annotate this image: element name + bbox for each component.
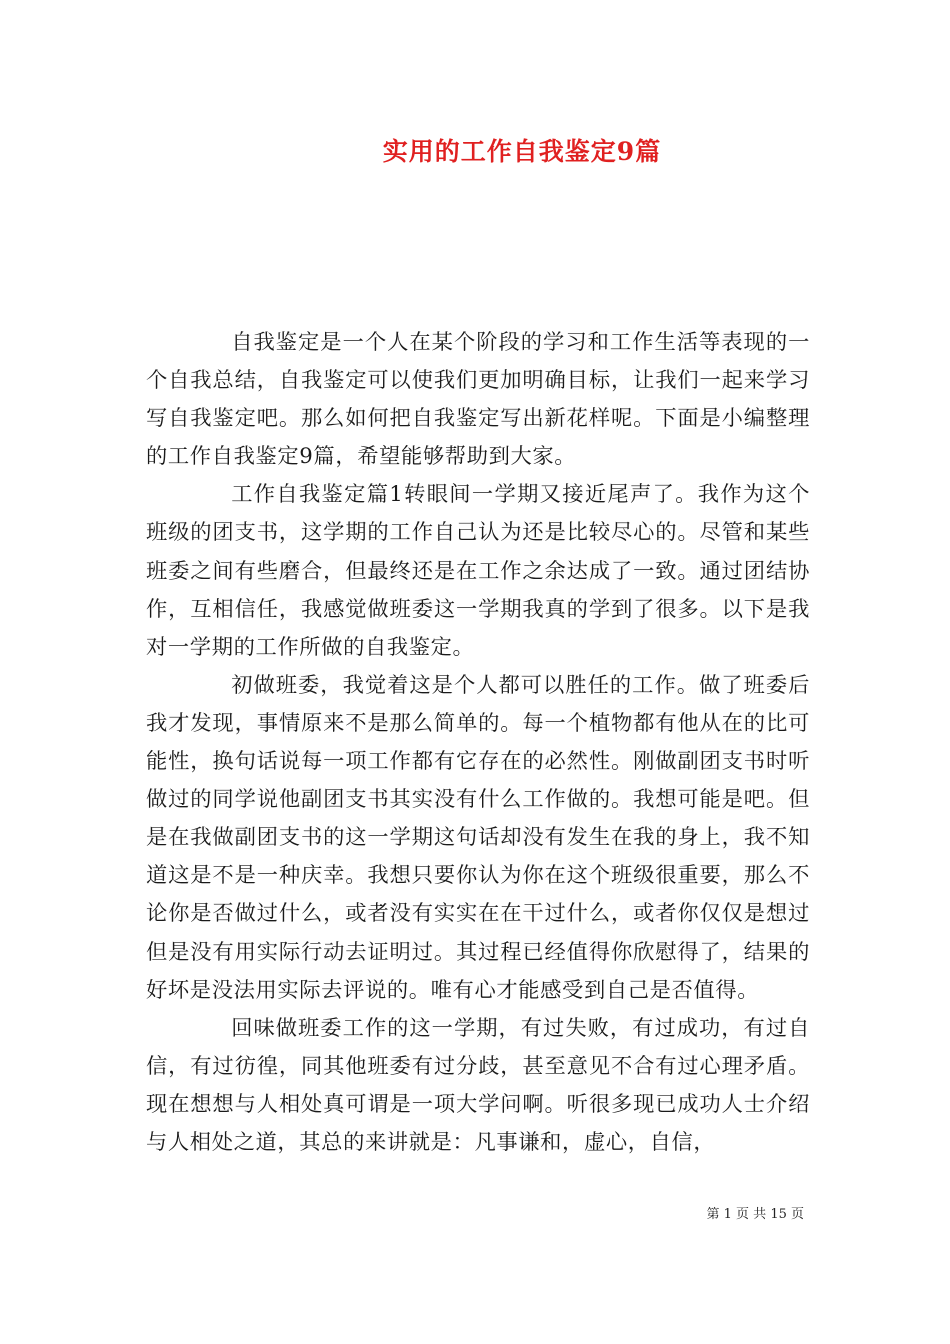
paragraph-3: 回味做班委工作的这一学期，有过失败，有过成功，有过自信，有过彷徨，同其他班委有过分歧，甚至意见不合有过心理矛盾。现在想想与人相处真可谓是一项大学问啊。听很多现已成功人士介绍与人相处之道，其总的来讲就是：凡事谦和，虚心，自信， [146, 1015, 810, 1155]
document-title: 实用的工作自我鉴定9篇 [382, 137, 662, 166]
paragraph-1: 工作自我鉴定篇1转眼间一学期又接近尾声了。我作为这个班级的团支书，这学期的工作自己认为还是比较尽心的。尽管和某些班委之间有些磨合，但最终还是在工作之余达成了一致。通过团结协作，互相信任，我感觉做班委这一学期我真的学到了很多。以下是我对一学期的工作所做的自我鉴定。 [146, 482, 810, 660]
page-number-footer: 第 1 页 共 15 页 [706, 1207, 804, 1222]
paragraph-2: 初做班委，我觉着这是个人都可以胜任的工作。做了班委后我才发现，事情原来不是那么简单的。每一个植物都有他从在的比可能性，换句话说每一项工作都有它存在的必然性。刚做副团支书时听做过的同学说他副团支书其实没有什么工作做的。我想可能是吧。但是在我做副团支书的这一学期这句话却没有发生在我的身上，我不知道这是不是一种庆幸。我想只要你认为你在这个班级很重要，那么不论你是否做过什么，或者没有实实在在干过什么，或者你仅仅是想过但是没有用实际行动去证明过。其过程已经值得你欣慰得了，结果的好坏是没法用实际去评说的。唯有心才能感受到自己是否值得。 [146, 672, 810, 1003]
document-body [146, 324, 810, 1162]
paragraph-intro: 自我鉴定是一个人在某个阶段的学习和工作生活等表现的一个自我总结，自我鉴定可以使我们更加明确目标，让我们一起来学习写自我鉴定吧。那么如何把自我鉴定写出新花样呢。下面是小编整理的工作自我鉴定9篇，希望能够帮助到大家。 [146, 330, 810, 470]
